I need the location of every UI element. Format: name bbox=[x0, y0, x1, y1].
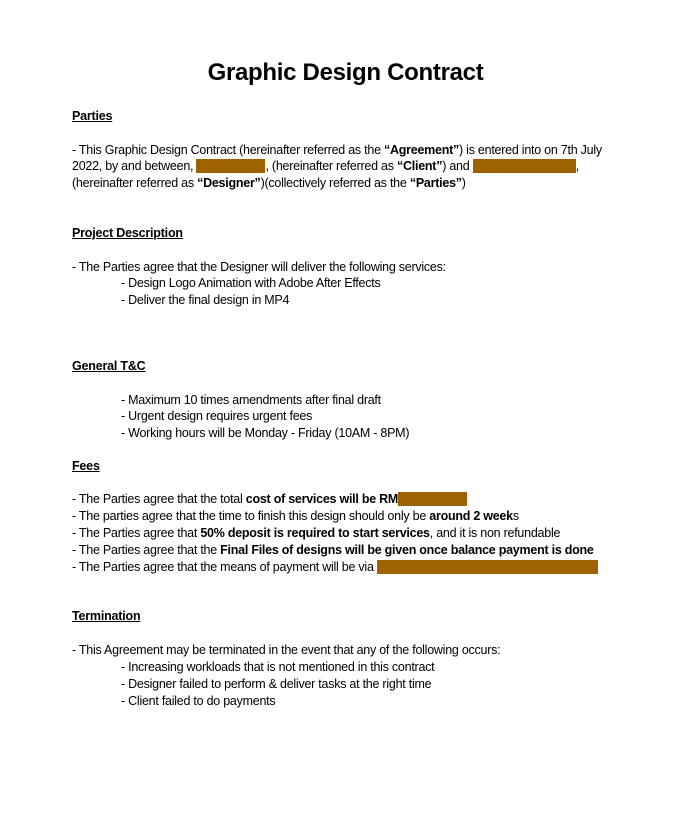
redacted-client-name bbox=[196, 159, 265, 173]
text: , and it is non refundable bbox=[429, 526, 561, 540]
section-heading-general-tc: General T&C bbox=[72, 359, 146, 373]
text: - The Parties agree that the means of payment will be via bbox=[72, 560, 377, 574]
text: , (hereinafter referred as bbox=[265, 159, 397, 173]
term-parties: “Parties” bbox=[409, 176, 462, 190]
fees-line-final-files bbox=[72, 542, 594, 558]
fees-line-cost bbox=[72, 491, 467, 507]
termination-item: - Designer failed to perform & deliver tasks at the right time bbox=[121, 677, 432, 691]
redacted-amount bbox=[398, 492, 467, 506]
document-title: Graphic Design Contract bbox=[207, 59, 484, 86]
parties-line-1 bbox=[72, 142, 602, 158]
text: - The Parties agree that the bbox=[72, 543, 221, 557]
general-tc-item: - Maximum 10 times amendments after final draft bbox=[121, 393, 381, 407]
term-agreement: “Agreement” bbox=[384, 143, 460, 157]
emphasis: 50% deposit is required to start services bbox=[200, 526, 430, 540]
redacted-payment-method bbox=[377, 560, 598, 574]
text: - The Parties agree that the total bbox=[72, 492, 246, 506]
termination-item: - Client failed to do payments bbox=[121, 694, 276, 708]
emphasis: around 2 week bbox=[429, 509, 513, 523]
text: - This Graphic Design Contract (hereinafter referred as the bbox=[72, 143, 384, 157]
text: - The parties agree that the time to finish this design should only be bbox=[72, 509, 430, 523]
fees-line-payment-method bbox=[72, 559, 598, 575]
term-designer: “Designer” bbox=[197, 176, 261, 190]
termination-item: - Increasing workloads that is not mentioned in this contract bbox=[121, 660, 435, 674]
term-client: “Client” bbox=[396, 159, 443, 173]
section-heading-termination: Termination bbox=[72, 609, 141, 623]
project-description-intro: - The Parties agree that the Designer will deliver the following services: bbox=[72, 260, 446, 274]
text: ) is entered into on 7th July bbox=[459, 143, 602, 157]
text: (hereinafter referred as bbox=[72, 176, 198, 190]
emphasis: Final Files of designs will be given once balance payment is done bbox=[220, 543, 594, 557]
text: )(collectively referred as the bbox=[260, 176, 410, 190]
text: ) bbox=[461, 176, 466, 190]
fees-line-deposit bbox=[72, 525, 560, 541]
fees-line-duration bbox=[72, 508, 519, 524]
text: , bbox=[575, 159, 579, 173]
text: - The Parties agree that bbox=[72, 526, 201, 540]
project-description-item: - Deliver the final design in MP4 bbox=[121, 293, 290, 307]
section-heading-fees: Fees bbox=[72, 459, 100, 473]
redacted-designer-name bbox=[473, 159, 576, 173]
text: ) and bbox=[442, 159, 473, 173]
text: s bbox=[512, 509, 519, 523]
emphasis: cost of services will be RM bbox=[245, 492, 399, 506]
parties-line-2 bbox=[72, 158, 579, 174]
general-tc-item: - Urgent design requires urgent fees bbox=[121, 409, 313, 423]
general-tc-item: - Working hours will be Monday - Friday (10AM - 8PM) bbox=[121, 426, 410, 440]
termination-intro: - This Agreement may be terminated in the event that any of the following occurs: bbox=[72, 643, 501, 657]
section-heading-parties: Parties bbox=[72, 109, 113, 123]
project-description-item: - Design Logo Animation with Adobe After Effects bbox=[121, 276, 381, 290]
section-heading-project-description: Project Description bbox=[72, 226, 183, 240]
text: 2022, by and between, bbox=[72, 159, 197, 173]
parties-line-3 bbox=[72, 175, 466, 191]
